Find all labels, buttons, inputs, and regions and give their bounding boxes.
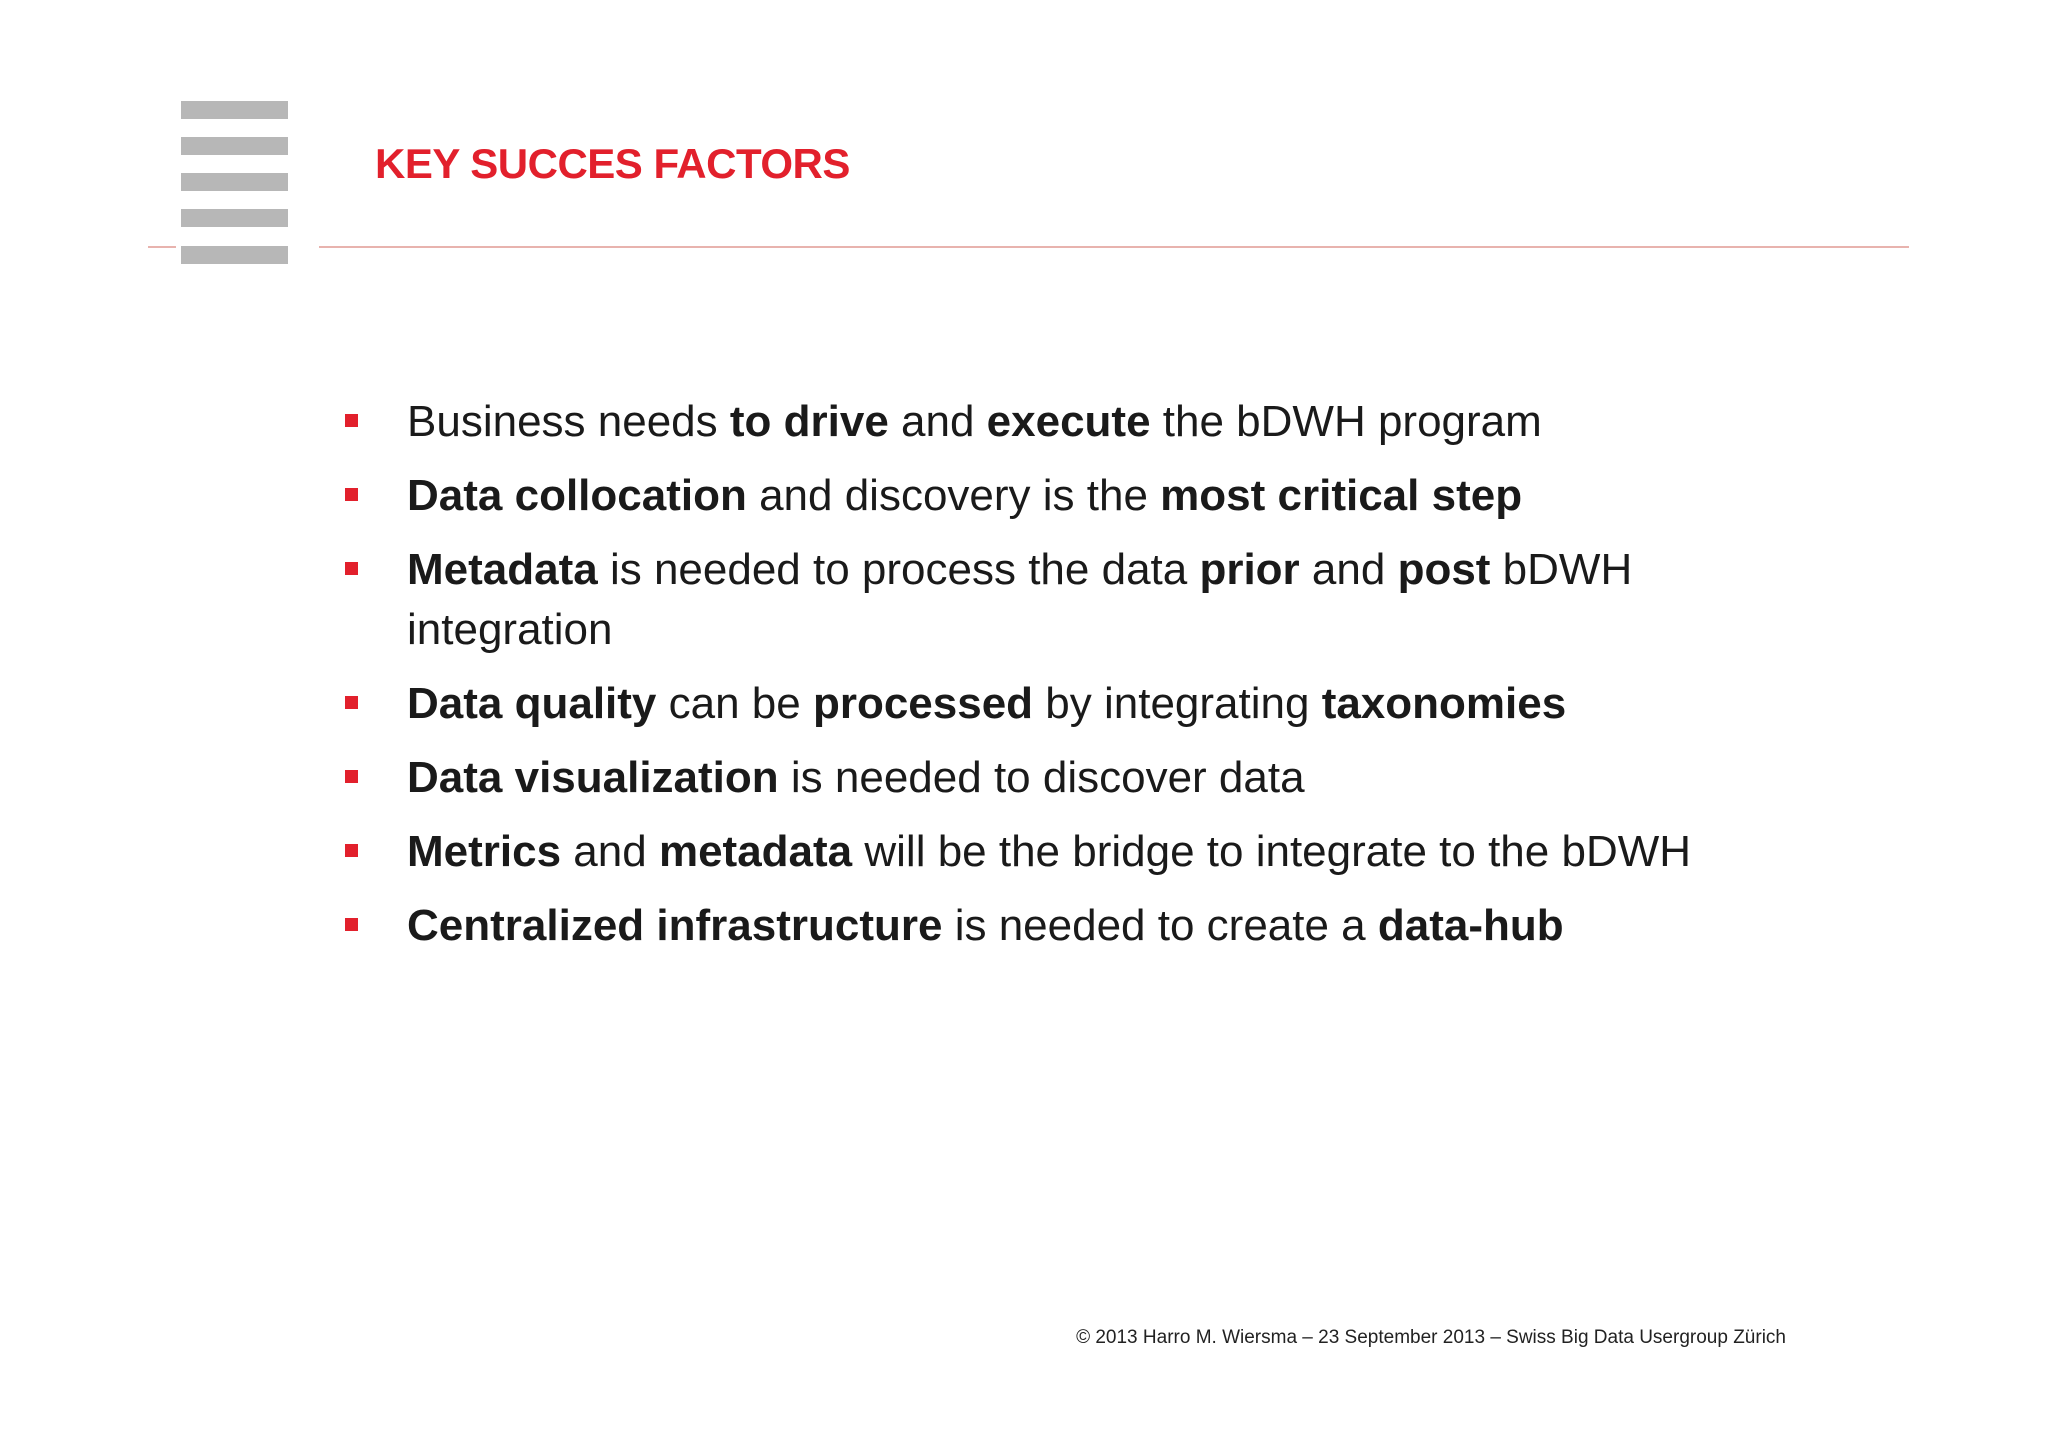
- bullet-text-bold: Metadata: [407, 545, 598, 594]
- logo-bar: [181, 173, 288, 191]
- bullet-text-bold: metadata: [658, 827, 853, 876]
- bullet-text: can be: [656, 679, 813, 728]
- bullet-item: [345, 674, 1905, 734]
- logo-bar: [181, 101, 288, 119]
- bullet-text: and: [888, 397, 987, 446]
- bullet-text-bold: to drive: [729, 397, 889, 446]
- logo-bar: [181, 137, 288, 155]
- bullet-item: [345, 466, 1905, 526]
- bullet-square-icon: [345, 918, 358, 931]
- slide-footer: © 2013 Harro M. Wiersma – 23 September 2013 – Swiss Big Data Usergroup Zürich: [1076, 1327, 1786, 1348]
- bullet-item: [345, 540, 1807, 660]
- logo-bar: [181, 246, 288, 264]
- bullet-text-bold: Centralized infrastructure: [407, 901, 943, 950]
- header-rule: [319, 246, 1909, 248]
- bullet-list: [345, 392, 1905, 970]
- bullet-text: is needed to process the data: [597, 545, 1200, 594]
- bullet-text: Business needs: [407, 397, 730, 446]
- bullet-text-bold: taxonomies: [1321, 679, 1567, 728]
- bullet-text: is needed to create a: [942, 901, 1378, 950]
- bullet-text-bold: Metrics: [407, 827, 562, 876]
- bullet-square-icon: [345, 696, 358, 709]
- bullet-text-bold: post: [1397, 545, 1491, 594]
- bullet-square-icon: [345, 414, 358, 427]
- bullet-text-bold: prior: [1199, 545, 1300, 594]
- bullet-item: [345, 748, 1905, 808]
- bullet-text-bold: most critical step: [1160, 471, 1523, 520]
- bullet-text-bold: Data quality: [407, 679, 657, 728]
- bullet-text: and discovery is the: [746, 471, 1161, 520]
- bullet-item: [345, 392, 1905, 452]
- bullet-square-icon: [345, 844, 358, 857]
- bullet-text-bold: data-hub: [1377, 901, 1564, 950]
- slide-title: KEY SUCCES FACTORS: [375, 140, 850, 187]
- logo-bar: [181, 209, 288, 227]
- bullet-text: the bDWH program: [1150, 397, 1542, 446]
- bullet-text: is needed to discover data: [778, 753, 1305, 802]
- header-rule-left: [148, 246, 176, 248]
- bullet-text-bold: execute: [986, 397, 1151, 446]
- bullet-item: [345, 896, 1905, 956]
- bullet-square-icon: [345, 770, 358, 783]
- bullet-square-icon: [345, 562, 358, 575]
- bullet-text: bDWH integration: [407, 545, 1633, 654]
- bullet-text-bold: processed: [812, 679, 1034, 728]
- bullet-text-bold: Data collocation: [407, 471, 747, 520]
- bullet-text-bold: Data visualization: [407, 753, 779, 802]
- bullet-item: [345, 822, 1905, 882]
- bullet-text: and: [561, 827, 659, 876]
- bullet-text: and: [1299, 545, 1398, 594]
- bullet-text: will be the bridge to integrate to the bDWH: [852, 827, 1692, 876]
- bullet-square-icon: [345, 488, 358, 501]
- logo-bars-icon: [181, 101, 288, 264]
- bullet-text: by integrating: [1033, 679, 1322, 728]
